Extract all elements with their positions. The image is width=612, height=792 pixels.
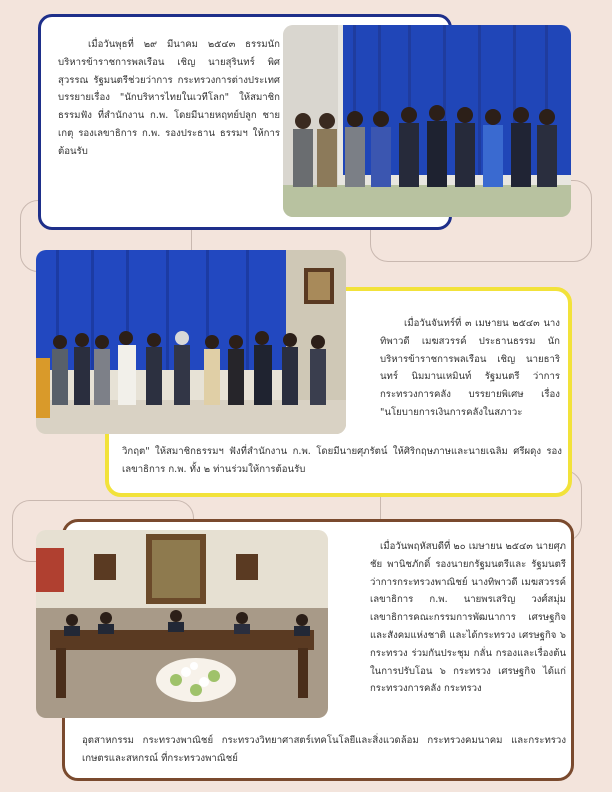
news-2-paragraph-right: เมื่อวันจันทร์ที่ ๓ เมษายน ๒๕๔๓ นางทิพาวดี เมฆสวรรค์ ประธานธรรม นักบริหารข้าราชการพลเรือน เชิญ นายธารินทร์ นิมมานเหมินท์ รัฐมนตรี ว่าการกระทรวงการคลัง บรรยายพิเศษ เรื่อง "นโยบายการเงินการคลังในสภาวะ xyxy=(380,318,560,418)
group-photo-1 xyxy=(283,25,571,217)
news-3-paragraph-bottom: อุตสาหกรรม กระทรวงพาณิชย์ กระทรวงวิทยาศาสตร์เทคโนโลยีและสิ่งแวดล้อม กระทรวงคมนาคม และกระทรวงเกษตรและสหกรณ์ ที่กระทรวงพาณิชย์ xyxy=(82,735,566,764)
group-photo-2 xyxy=(36,250,346,434)
news-2-paragraph-bottom: วิกฤต" ให้สมาชิกธรรมฯ ฟังที่สำนักงาน ก.พ. โดยมีนายศุภรัตน์ ให้ศิริกฤษภาษและนายเฉลิม ศรีผดุง รองเลขาธิการ ก.พ. ทั้ง ๒ ท่านร่วมให้การต้อนรับ xyxy=(122,446,562,475)
news-1-paragraph: เมื่อวันพุธที่ ๒๙ มีนาคม ๒๕๔๓ ธรรมนักบริหารข้าราชการพลเรือน เชิญ นายสุรินทร์ พิศสุวรรณ รัฐมนตรีช่วยว่าการ กระทรวงการต่างประเทศ บรรยายเรื่อง "นักบริหารไทยในเวทีโลก" ให้สมาชิก ธรรมฟัง ที่สำนักงาน ก.พ. โดยมีนายหฤทย์ปลูก ชายเกตุ รองเลขาธิการ ก.พ. รองประธาน ธรรมฯ ให้การต้อนรับ xyxy=(58,39,280,157)
meeting-photo-3 xyxy=(36,530,328,718)
news-3-paragraph-right: เมื่อวันพฤหัสบดีที่ ๒๐ เมษายน ๒๕๔๓ นายศุภชัย พานิชภักดิ์ รองนายกรัฐมนตรีและ รัฐมนตรีว่าการกระทรวงพาณิชย์ นางทิพาวดี เมฆสวรรค์ เลขาธิการ ก.พ. นายพรเสริญ วงศ์สมุ่ม เลขาธิการคณะกรรมการพัฒนาการ เศรษฐกิจและสังคมแห่งชาติ และได้กระทรวง เศรษฐกิจ ๖ กระทรวง ร่วมกันประชุม กลั่น กรองและเรื่องต้นในการปรับโอน ๖ กระทรวง เศรษฐกิจ ได้แก่ กระทรวงการคลัง กระทรวง xyxy=(370,541,566,695)
